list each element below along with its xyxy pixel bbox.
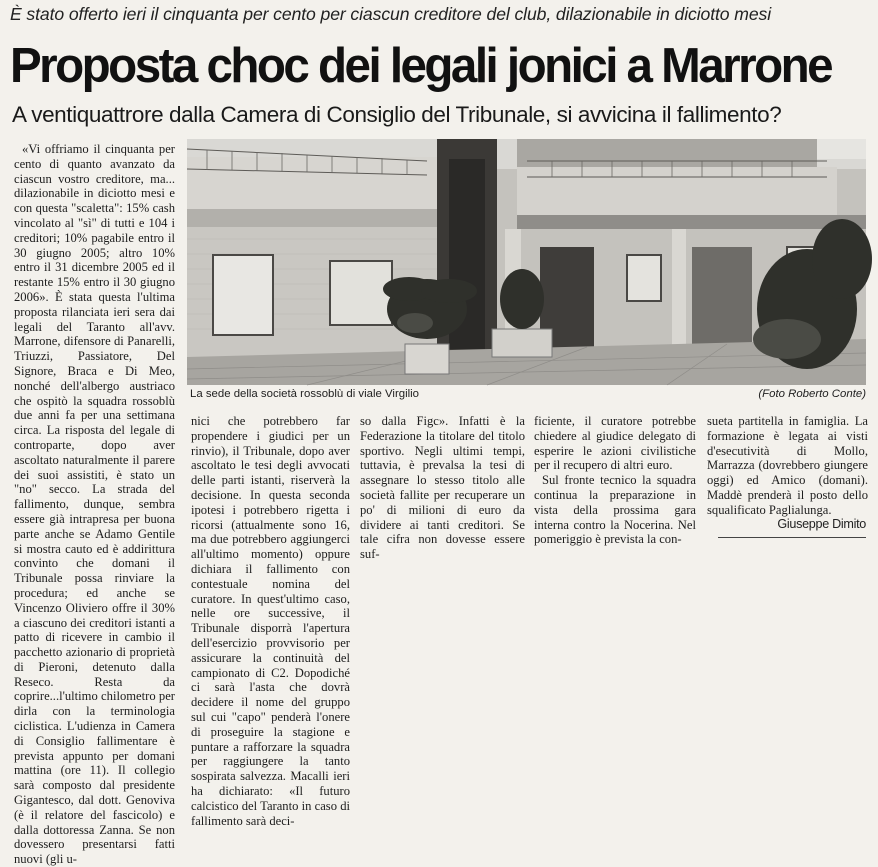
building-photo [187,139,866,385]
kicker: È stato offerto ieri il cinquanta per cento per ciascun creditore del club, dilazionabile in diciotto mesi [10,4,772,24]
article-column-1 [14,142,175,867]
byline: Giuseppe Dimito [777,517,866,531]
article-column-2 [191,414,350,828]
subheadline: A ventiquattrore dalla Camera di Consiglio del Tribunale, si avvicina il fallimento? [12,102,782,127]
article-paragraph: nici che potrebbero far propendere i giudici per un rinvio), il Tribunale, dopo aver ascoltato le tesi degli avvocati delle parti istanti, riserverà la decisione. In questa seconda ipotesi i potrebbero rigetta i ricorsi (attualmente sono 16, ma due potrebbero aggiungerci all'ultimo momento) oppure dichiara il fallimento con contestuale nomina del curatore. In quest'ultimo caso, nelle ore successive, il Tribunale disporrà l'apertura dell'esercizio provvisorio per assicurare la continuità del campionato di C2. Dopodiché ci sarà l'asta che dovrà decidere il nome del gruppo sul cui "capo" penderà l'onere di proseguire la stagione e puntare a rafforzare la squadra per raggiungere la tanto sospirata salvezza. Macalli ieri ha dichiarato: «Il futuro calcistico del Taranto in caso di fallimento sarà deci- [191,414,350,828]
article-paragraph: sueta partitella in famiglia. La formazione è legata ai visti d'esecutività di Mollo, Marrazza (dovrebbero giungere oggi) ed Amico (domani). Maddè prenderà il posto dello squalificato Paglialunga. [707,414,868,517]
article-paragraph: «Vi offriamo il cinquanta per cento di quanto avanzato da ciascun vostro creditore, ma... dilazionabile in diciotto mesi e con questa "scaletta": 15% cash vincolato al "sì" di tutti e 104 i creditori; 10% pagabile entro il 30 giugno 2005; altro 10% entro il 31 dicembre 2005 ed il restante 15% entro il 30 giugno 2006». È stata questa l'ultima proposta rilanciata ieri sera dai legali del Taranto all'avv. Marrone, difensore di Panarelli, Triuzzi, Passiatore, Del Signore, Braca e Di Meo, nonché dell'albergo austriaco che ospitò la squadra rossoblù due anni fa per una settimana circa. La risposta del legale di controparte, dopo aver ascoltato naturalmente il parere dei suoi assistiti, è stato un "no" secco. La strada del fallimento, dunque, sembra essere già intrapresa per buona parte anche se Adamo Gentile si mostra cauto ed è addirittura convinto che domani il Tribunale possa rinviare la procedura; ed anche se Vincenzo Oliviero offre il 30% a ciascuno dei creditori istanti a patto di ricevere in cambio il pacchetto azionario di proprietà di Pieroni, detenuto dalla Reseco. Resta da coprire...l'ultimo chilometro per dirla con la terminologia ciclistica. L'udienza in Camera di Consiglio fallimentare è prevista appunto per domani mattina (ore 11). Il collegio sarà composto dal presidente Gigantesco, dal dott. Genoviva (è il relatore del fascicolo) e dalla dottoressa Zanna. Se non dovessero presentarsi fatti nuovi (gli u- [14,142,175,867]
byline-rule [718,537,866,538]
photo-caption [190,387,866,401]
article-column-5 [707,414,868,517]
photo-credit: (Foto Roberto Conte) [758,388,866,400]
headline: Proposta choc dei legali jonici a Marrone [10,39,832,93]
article-column-3 [360,414,525,562]
caption-text: La sede della società rossoblù di viale Virgilio [190,388,420,400]
article-column-4 [534,414,696,548]
article-paragraph: ficiente, il curatore potrebbe chiedere al giudice delegato di esperire le azioni civilistiche per il recupero di altri euro. [534,414,696,473]
article-paragraph: Sul fronte tecnico la squadra continua la preparazione in vista della prossima gara interna contro la Nocerina. Nel pomeriggio è prevista la con- [534,473,696,547]
article-paragraph: so dalla Figc». Infatti è la Federazione la titolare del titolo sportivo. Negli ultimi tempi, tuttavia, è prevalsa la tesi di assegnare lo stesso titolo alle società fallite per recuperare un po' di milioni di euro da dividere ai tanti creditori. Se tale cifra non dovesse essere suf- [360,414,525,562]
